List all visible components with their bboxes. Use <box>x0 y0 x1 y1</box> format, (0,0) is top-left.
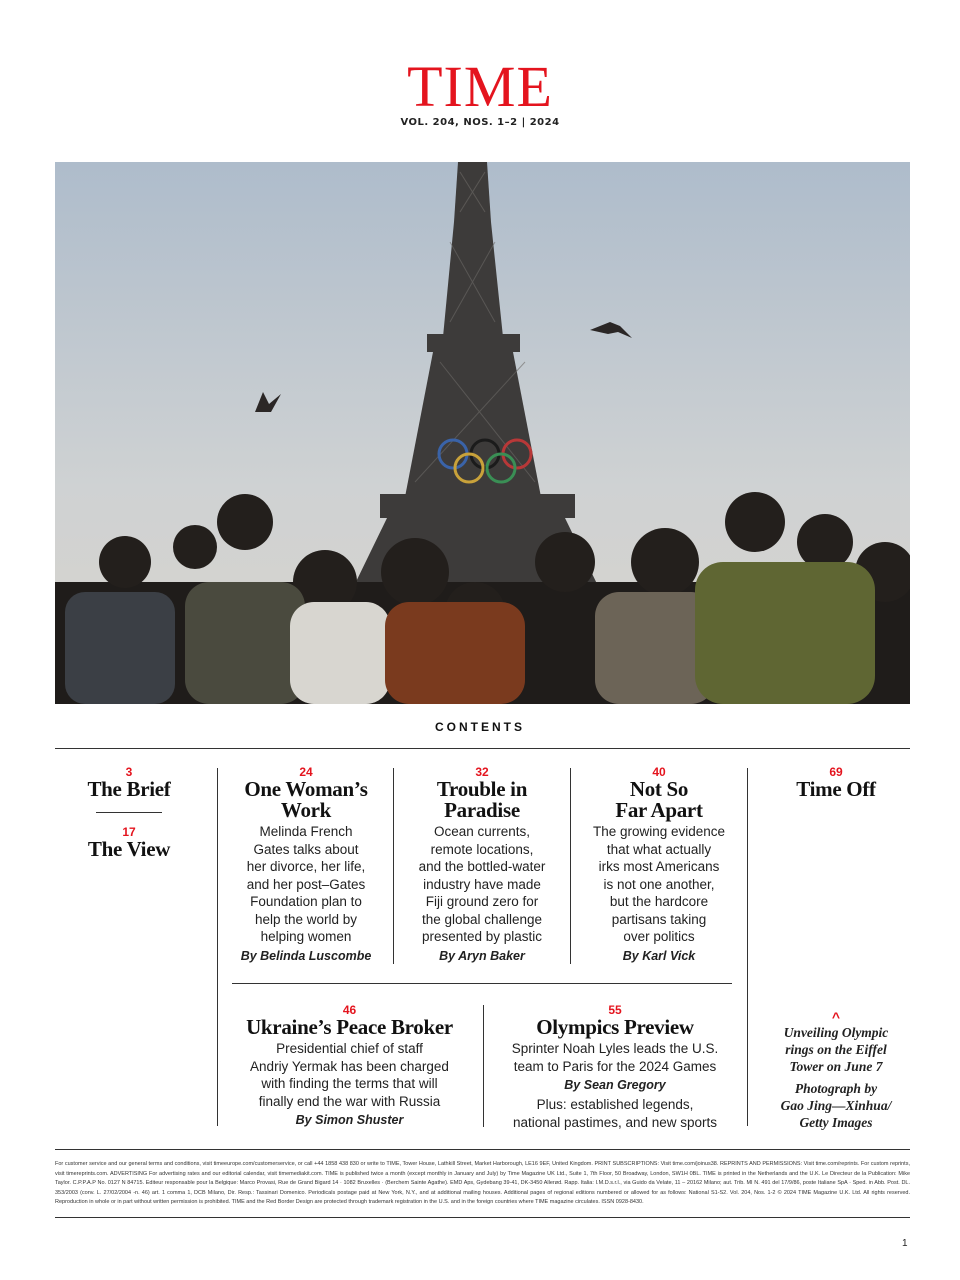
feature-page-number: 24 <box>299 765 313 779</box>
column-divider <box>393 768 394 964</box>
feature-extra: Plus: established legends, national pastimes, and new sports <box>512 1097 718 1130</box>
feature-title: Trouble in Paradise <box>436 777 528 822</box>
feature-byline: By Belinda Luscombe <box>240 948 372 963</box>
feature-dek: Melinda French Gates talks about her divorce, her life, and her post–Gates Foundation plan to help the world by helping women <box>246 824 366 944</box>
column-divider <box>483 1005 484 1127</box>
feature-one-womans-work[interactable] <box>222 765 390 965</box>
feature-dek: Sprinter Noah Lyles leads the U.S. team to Paris for the 2024 Games <box>511 1041 719 1074</box>
column-divider <box>747 768 748 1126</box>
photo-caption <box>752 1010 920 1131</box>
feature-title: One Woman’s Work <box>244 777 368 822</box>
feature-byline: By Simon Shuster <box>295 1113 404 1127</box>
cover-photo <box>55 162 910 704</box>
column-divider <box>217 768 218 1126</box>
feature-page-number: 46 <box>342 1003 357 1017</box>
feature-byline: By Sean Gregory <box>564 1078 666 1092</box>
feature-byline: By Aryn Baker <box>439 948 525 963</box>
caption-text: Unveiling Olympic rings on the Eiffel Tower on June 7 <box>783 1025 889 1074</box>
column-divider <box>570 768 571 964</box>
contents-title: CONTENTS <box>435 720 525 734</box>
feature-title: Olympics Preview <box>536 1015 694 1039</box>
feature-trouble-in-paradise[interactable] <box>397 765 567 965</box>
photo-credit: Photograph by Gao Jing—Xinhua/ Getty Images <box>780 1081 892 1130</box>
feature-olympics-preview[interactable] <box>488 1003 742 1131</box>
fine-print: For customer service and our general terms and conditions, visit timeeurope.com/customerservice, or call +44 1858 438 830 or write to TIME, Tower House, Lathkill Street, Market Harborough, LE16 9EF, United Kingdom. PRINT SUBSCRIPTIONS: Visit time.com/joinus38. REPRINTS AND PERMISSIONS: Visit time.com/reprints. For custom reprints, visit timereprints.com. ADVERTISING For advertising rates and our editorial calendar, visit timemediakit.com. TIME is published twice a month (except monthly in January and July) by Time Magazine UK Ltd., Suite 1, 7th Floor, 50 Broadway, London, SW1H 0BL. TIME is printed in the Netherlands and the U.K. Le Directeur de la Publication: Mike Taylor. C.P.P.A.P No. 0127 N 84715. Editeur responsable pour la Belgique: Marco Provasi, Rue de Grand Bigard 14 · 1082 Bruxelles · (Berchem Sainte Agathe). EMD Aps, Gydebang 39-41, DK-3450 Allerød. Rapp. Italia: I.M.D.s.r.l., via Guido da Velate, 11 – 20162 Milano; aut. Trib. MI N. 491 del 17/9/86, poste Italiane SpA · Sped. in Abb. Post. DL. 353/2003 (conv. L. 27/02/2004 -n. 46) art. 1 comma 1, DCB Milano, Dir. Resp.: Tassinari Domenico. Periodicals postage paid at New York, N.Y., and at additional mailing houses. Additional pages of regional editions numbered or allowed for as follows: National S1-S2. Vol. 204, Nos. 1-2 © 2024 TIME Magazine U.K. Ltd. All rights reserved. Reproduction in whole or in part without written permission is prohibited. TIME and the Red Border Design are protected through trademark registration in the U.S. and in the foreign countries where TIME magazine circulates. ISSN 0928-8430. <box>55 1161 910 1205</box>
section-column-right <box>752 765 920 800</box>
feature-ukraines-peace-broker[interactable] <box>222 1003 477 1129</box>
feature-page-number: 55 <box>608 1003 622 1017</box>
section-divider <box>96 812 162 813</box>
feature-title: Ukraine’s Peace Broker <box>246 1015 453 1039</box>
feature-dek: Presidential chief of staff Andriy Yermak has been charged with finding the terms that will finally end the war with Russia <box>250 1041 449 1109</box>
feature-not-so-far-apart[interactable] <box>574 765 744 965</box>
feature-page-number: 40 <box>652 765 666 779</box>
section-page-number: 69 <box>829 765 843 779</box>
feature-row-rule <box>232 983 732 984</box>
sections-column <box>55 765 203 860</box>
issue-line: VOL. 204, NOS. 1–2 | 2024 <box>400 117 560 128</box>
feature-page-number: 32 <box>475 765 489 779</box>
feature-dek: Ocean currents, remote locations, and the bottled-water industry have made Fiji ground zero for the global challenge presented by plastic <box>418 824 546 944</box>
footer-bottom-rule <box>55 1217 910 1218</box>
contents-top-rule <box>55 748 910 749</box>
section-the-brief[interactable]: The Brief <box>87 777 171 801</box>
eiffel-tower-illustration <box>55 162 910 704</box>
feature-title: Not So Far Apart <box>615 777 703 822</box>
time-logo: TIME <box>407 54 553 119</box>
feature-dek: The growing evidence that what actually irks most Americans is not one another, but the hardcore partisans taking over politics <box>592 824 726 944</box>
feature-byline: By Karl Vick <box>622 948 696 963</box>
page-number: 1 <box>902 1238 908 1249</box>
section-the-view[interactable]: The View <box>87 837 171 861</box>
caret-up-icon: ^ <box>831 1009 841 1025</box>
section-time-off[interactable]: Time Off <box>796 777 876 801</box>
footer-top-rule <box>55 1149 910 1150</box>
section-page-number: 3 <box>125 765 133 779</box>
section-page-number: 17 <box>122 825 136 839</box>
